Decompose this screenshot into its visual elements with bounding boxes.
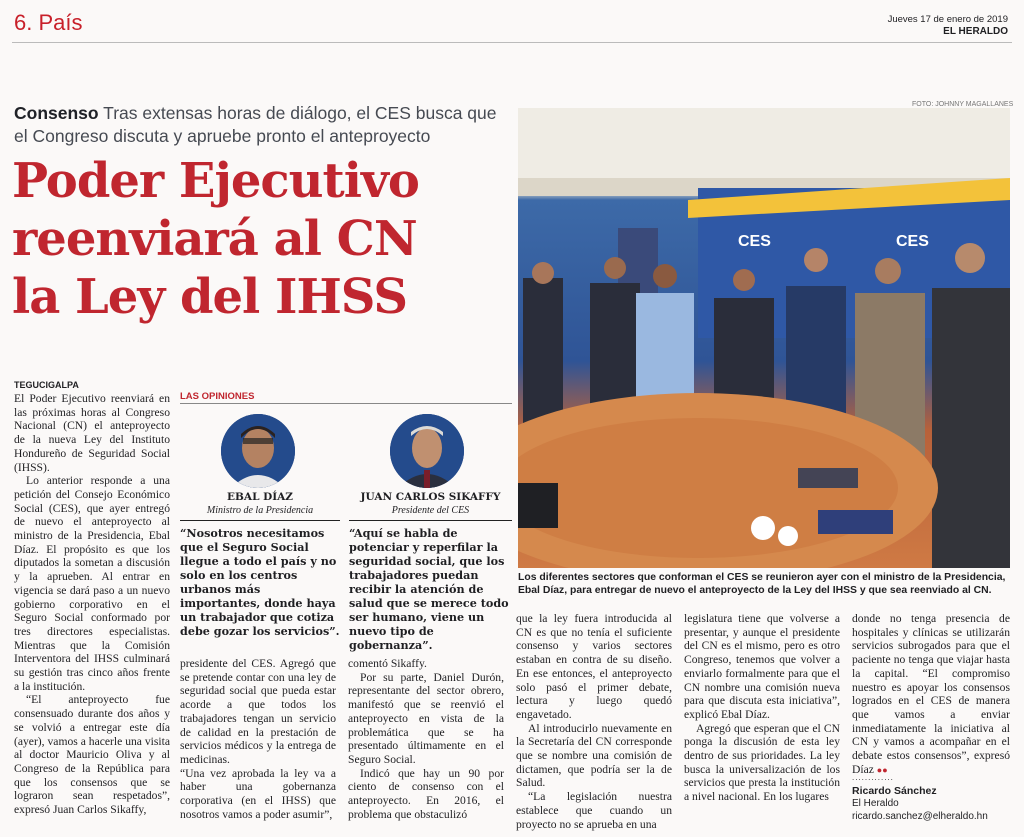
author-email[interactable]: ricardo.sanchez@elheraldo.hn (852, 810, 988, 822)
paragraph-text: donde no tenga presencia de hospitales y clínicas se utilizarán servicios subrogados para que el paciente no tenga que viajar hasta la capital. “El compromiso nuestro es apoyar los consensos logrados en el CES de manera que vamos a enviar inmediatamente la iniciativa al CN y vamos a acompañar en el debate estos consensos”, expresó Díaz (852, 612, 1010, 776)
body-column-4 (516, 612, 672, 831)
opinion-role: Presidente del CES (391, 505, 470, 516)
banner-logo-right: CES (896, 233, 929, 250)
headline-line: Poder Ejecutivo (12, 153, 419, 209)
newspaper-name: EL HERALDO (943, 26, 1008, 37)
header-rule (12, 42, 1012, 43)
portrait-ebal-diaz-icon (221, 414, 295, 488)
avatar (221, 414, 295, 488)
body-column-5 (684, 612, 840, 804)
author-name: Ricardo Sánchez (852, 784, 937, 797)
body-column-2 (180, 657, 336, 821)
kicker-label: Consenso (14, 103, 99, 123)
paragraph: El Poder Ejecutivo reenviará en las próximas horas al Congreso Nacional (CN) el anteproyecto de la nueva Ley del Instituto Hondureño de Seguridad Social (IHSS). (14, 392, 170, 474)
section-label: 6. País (14, 10, 83, 35)
opinion-quote: “Nosotros necesitamos que el Seguro Social llegue a todo el país y no solo en los centros urbanos más importantes, donde haya un trabajador que cotiza debe gozar los servicios”. (180, 526, 340, 638)
photo-credit: FOTO: JOHNNY MAGALLANES (912, 101, 1014, 108)
end-mark-icon: ●● (876, 764, 888, 775)
paragraph: “El anteproyecto fue consensuado durante dos años y se volvió a entregar este día (ayer), vamos a hacerle una visita al doctor Mauricio Oliva y al Congreso de la República para que los consensos que se lograron sean respetados”, expresó Juan Carlos Sikaffy, (14, 693, 170, 817)
headline-line: reenviará al CN (12, 211, 417, 267)
opinion-name: JUAN CARLOS SIKAFFY (360, 491, 501, 503)
portrait-juan-carlos-sikaffy-icon (390, 414, 464, 488)
opinions-rule (180, 403, 512, 404)
paragraph: Lo anterior responde a una petición del Consejo Económico Social (CES), que ayer entregó de nuevo el anteproyecto al ministro de la Presidencia, Ebal Díaz. El propósito es que los diputados la sometan a discusión y la aprueben. Al entrar en vigencia se dará paso a un nuevo gobierno corporativo en el Seguro Social conformado por tres directores especialistas. Mientras que la Comisión Interventora del IHSS culminará su gestión tras cinco años frente a la institución. (14, 474, 170, 693)
opinion-role: Ministro de la Presidencia (206, 505, 314, 516)
signoff-dots: ............. (852, 773, 894, 782)
opinion-divider (349, 520, 512, 521)
paragraph: Agregó que esperan que el CN ponga la discusión de esta ley dentro de sus prioridades. La ley busca la universalización de los servicios que presta la institución a nivel nacional. En los lugares (684, 721, 840, 804)
body-column-6 (852, 612, 1010, 777)
paragraph: que la ley fuera introducida al CN es que no tenía el suficiente consenso y varios sectores estaban en contra de su diseño. En ese entonces, el anteproyecto solo pasó el primer debate, lectura y luego quedó engavetado. (516, 612, 672, 721)
author-signoff (852, 772, 1010, 823)
body-column-3 (348, 657, 504, 821)
issue-info (888, 14, 1008, 38)
paragraph: legislatura tiene que volverse a presentar, y aunque el presidente del CN es el mismo, pero es otro Congreso, tenemos que volver a enviarlo formalmente para que el CN nombre una comisión nueva para que discuta esta iniciativa”, explicó Ebal Díaz. (684, 612, 840, 721)
paragraph: “La legislación nuestra establece que cuando un proyecto no se aprueba en una (516, 790, 672, 831)
author-outlet: El Heraldo (852, 798, 899, 809)
banner-logo-left: CES (738, 233, 771, 250)
headline-line: la Ley del IHSS (12, 269, 408, 325)
kicker-text: Tras extensas horas de diálogo, el CES busca que el Congreso discuta y apruebe pronto el anteproyecto (14, 103, 497, 146)
opinions-label: LAS OPINIONES (180, 391, 255, 402)
article-photo (518, 108, 1010, 568)
paragraph (852, 612, 1010, 777)
paragraph: presidente del CES. Agregó que se pretende contar con una ley de seguridad social que pueda estar acorde a que todos los trabajadores tengan un servicio de calidad en la prestación de servicios médicos y la entrega de medicinas. (180, 657, 336, 766)
meeting-illustration (518, 108, 1010, 568)
photo-caption: Los diferentes sectores que conforman el CES se reunieron ayer con el ministro de la Presidencia, Ebal Díaz, para entregar de nuevo el anteproyecto de la Ley del IHSS y que sea reenviado al CN. (518, 572, 1006, 596)
avatar (390, 414, 464, 488)
paragraph: Al introducirlo nuevamente en la Secretaría del CN corresponde que se nombre una comisión de dictamen, que podría ser la de Salud. (516, 721, 672, 790)
body-column-1 (14, 392, 170, 817)
opinion-quote: “Aquí se habla de potenciar y reperfilar la seguridad social, que los trabajadores puedan recibir la atención de salud que se merece todo ser humano, viene un nuevo tipo de gobernanza”. (349, 526, 509, 652)
article-headline (12, 152, 512, 326)
article-kicker (14, 102, 506, 148)
opinion-divider (180, 520, 340, 521)
issue-date: Jueves 17 de enero de 2019 (887, 14, 1008, 25)
dateline: TEGUCIGALPA (14, 380, 79, 390)
paragraph: Por su parte, Daniel Durón, representante del sector obrero, manifestó que se reenvió el anteproyecto en vista de la problemática que se ha presentado últimamente en el Seguro Social. (348, 670, 504, 766)
opinion-name: EBAL DÍAZ (227, 491, 293, 503)
paragraph: comentó Sikaffy. (348, 657, 427, 670)
paragraph: “Una vez aprobada la ley va a haber una gobernanza corporativa (en el IHSS) que nosotros vamos a poder asumir”, (180, 766, 336, 821)
paragraph: Indicó que hay un 90 por ciento de consenso con el anteproyecto. En 2016, el problema que obstaculizó (348, 766, 504, 821)
